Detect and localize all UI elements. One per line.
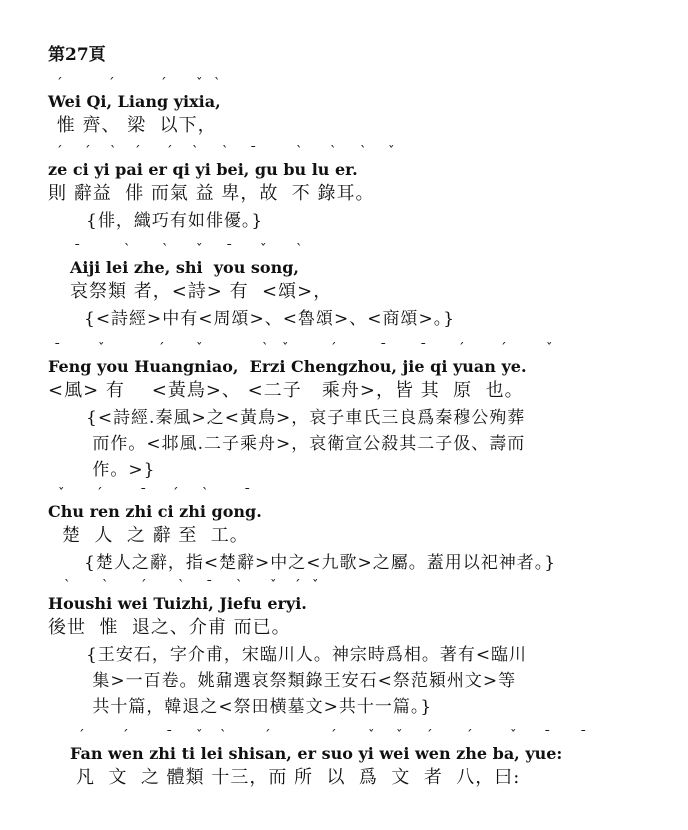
tone-mark: ˇ [396,729,403,744]
pinyin-line: ze ci yi pai er qi yi bei, gu bu lu er. [48,160,358,179]
tone-mark: ˋ [296,145,303,160]
tone-mark: ˉ [140,487,147,502]
verse-block-6 [0,579,688,717]
tone-mark: ˊ [426,729,433,744]
pinyin-line: Chu ren zhi ci zhi gong. [48,502,262,521]
tone-marks [0,580,688,594]
verse-block-3 [0,243,688,329]
tone-mark: ˉ [244,487,251,502]
hanzi-line: 凡 文 之 體類 十三，而 所 以 爲 文 者 八，曰: [76,767,521,788]
tone-mark: ˉ [580,729,587,744]
tone-mark: ˊ [122,729,129,744]
tone-marks [0,343,688,357]
tone-mark: ˇ [196,77,203,92]
tone-marks [0,146,688,160]
tone-mark: ˋ [102,579,109,594]
tone-mark: ˇ [196,243,203,258]
pinyin-line: Houshi wei Tuizhi, Jiefu eryi. [48,594,307,613]
pinyin-line: Fan wen zhi ti lei shisan, er suo yi wei wen zhe ba, yue: [70,744,563,763]
tone-marks [0,78,688,92]
tone-mark: ˇ [510,729,517,744]
tone-mark: ˋ [178,579,185,594]
tone-mark: ˋ [330,145,337,160]
tone-mark: ˇ [270,579,277,594]
tone-mark: ˉ [54,342,61,357]
tone-mark: ˋ [124,243,131,258]
annotation-note: 作。>} [86,460,156,480]
tone-mark: ˊ [108,77,115,92]
tone-mark: ˊ [294,579,301,594]
tone-marks [0,488,688,502]
tone-mark: ˇ [196,729,203,744]
hanzi-line: 則 辭益 俳 而氣 益 卑，故 不 錄耳。 [48,183,375,204]
tone-mark: ˇ [312,579,319,594]
page-label: 第27頁 [48,45,106,65]
tone-mark: ˇ [546,342,553,357]
tone-mark: ˉ [206,579,213,594]
pinyin-line: Aiji lei zhe, shi you song, [70,258,299,277]
tone-marks [0,730,688,744]
tone-mark: ˋ [262,342,269,357]
tone-mark: ˋ [236,579,243,594]
verse-block-1 [0,77,688,136]
verse-block-2 [0,145,688,231]
tone-mark: ˊ [96,487,103,502]
tone-mark: ˉ [544,729,551,744]
tone-mark: ˇ [368,729,375,744]
tone-mark: ˇ [98,342,105,357]
annotation-note: 共十篇，韓退之<祭田横墓文>共十一篇。} [86,697,433,717]
tone-mark: ˋ [162,243,169,258]
tone-mark: ˊ [134,145,141,160]
hanzi-line: 哀祭類 者，<詩> 有 <頌>， [70,281,333,302]
tone-mark: ˋ [296,243,303,258]
tone-mark: ˇ [388,145,395,160]
tone-mark: ˊ [500,342,507,357]
tone-mark: ˊ [78,729,85,744]
tone-mark: ˊ [56,145,63,160]
annotation-note: 而作。<邶風.二子乘舟>，哀衛宣公殺其二子伋、壽而 [86,434,526,454]
tone-mark: ˊ [264,729,271,744]
tone-mark: ˊ [158,342,165,357]
hanzi-line: 惟 齊、 梁 以下， [50,115,217,136]
tone-mark: ˊ [166,145,173,160]
tone-mark: ˊ [458,342,465,357]
tone-mark: ˉ [166,729,173,744]
tone-mark: ˉ [380,342,387,357]
tone-mark: ˋ [202,487,209,502]
verse-block-5 [0,487,688,573]
tone-mark: ˋ [64,579,71,594]
verse-block-4 [0,342,688,480]
annotation-note: {俳，織巧有如俳優。} [86,211,264,231]
tone-mark: ˊ [330,342,337,357]
pinyin-line: Feng you Huangniao, Erzi Chengzhou, jie qi yuan ye. [48,357,527,376]
annotation-note: {<詩經.秦風>之<黃鳥>，哀子車氏三良爲秦穆公殉葬 [86,408,526,428]
tone-mark: ˋ [192,145,199,160]
tone-mark: ˇ [196,342,203,357]
tone-mark: ˉ [74,243,81,258]
tone-mark: ˊ [56,77,63,92]
tone-mark: ˊ [466,729,473,744]
tone-mark: ˊ [160,77,167,92]
hanzi-line: 楚 人 之 辭 至 工。 [62,525,249,546]
tone-mark: ˋ [222,145,229,160]
tone-mark: ˊ [84,145,91,160]
tone-mark: ˋ [220,729,227,744]
tone-mark: ˋ [110,145,117,160]
annotation-note: {<詩經>中有<周頌>、<魯頌>、<商頌>。} [84,309,456,329]
tone-mark: ˉ [226,243,233,258]
verse-block-7 [0,729,688,788]
tone-marks [0,244,688,258]
tone-mark: ˋ [214,77,221,92]
tone-mark: ˉ [420,342,427,357]
annotation-note: {王安石，字介甫，宋臨川人。神宗時爲相。著有<臨川 [86,645,528,665]
tone-mark: ˇ [58,487,65,502]
tone-mark: ˋ [360,145,367,160]
annotation-note: {楚人之辭，指<楚辭>中之<九歌>之屬。蓋用以祀神者。} [84,553,557,573]
tone-mark: ˊ [172,487,179,502]
tone-mark: ˇ [260,243,267,258]
annotation-note: 集>一百卷。姚鼐選哀祭類錄王安石<祭范潁州文>等 [86,671,517,691]
tone-mark: ˇ [282,342,289,357]
pinyin-line: Wei Qi, Liang yixia, [48,92,221,111]
hanzi-line: <風> 有 <黃鳥>、 <二子 乘舟>，皆 其 原 也。 [48,380,524,401]
hanzi-line: 後世 惟 退之、介甫 而已。 [48,617,291,638]
tone-mark: ˊ [140,579,147,594]
tone-mark: ˉ [250,145,257,160]
tone-mark: ˊ [330,729,337,744]
